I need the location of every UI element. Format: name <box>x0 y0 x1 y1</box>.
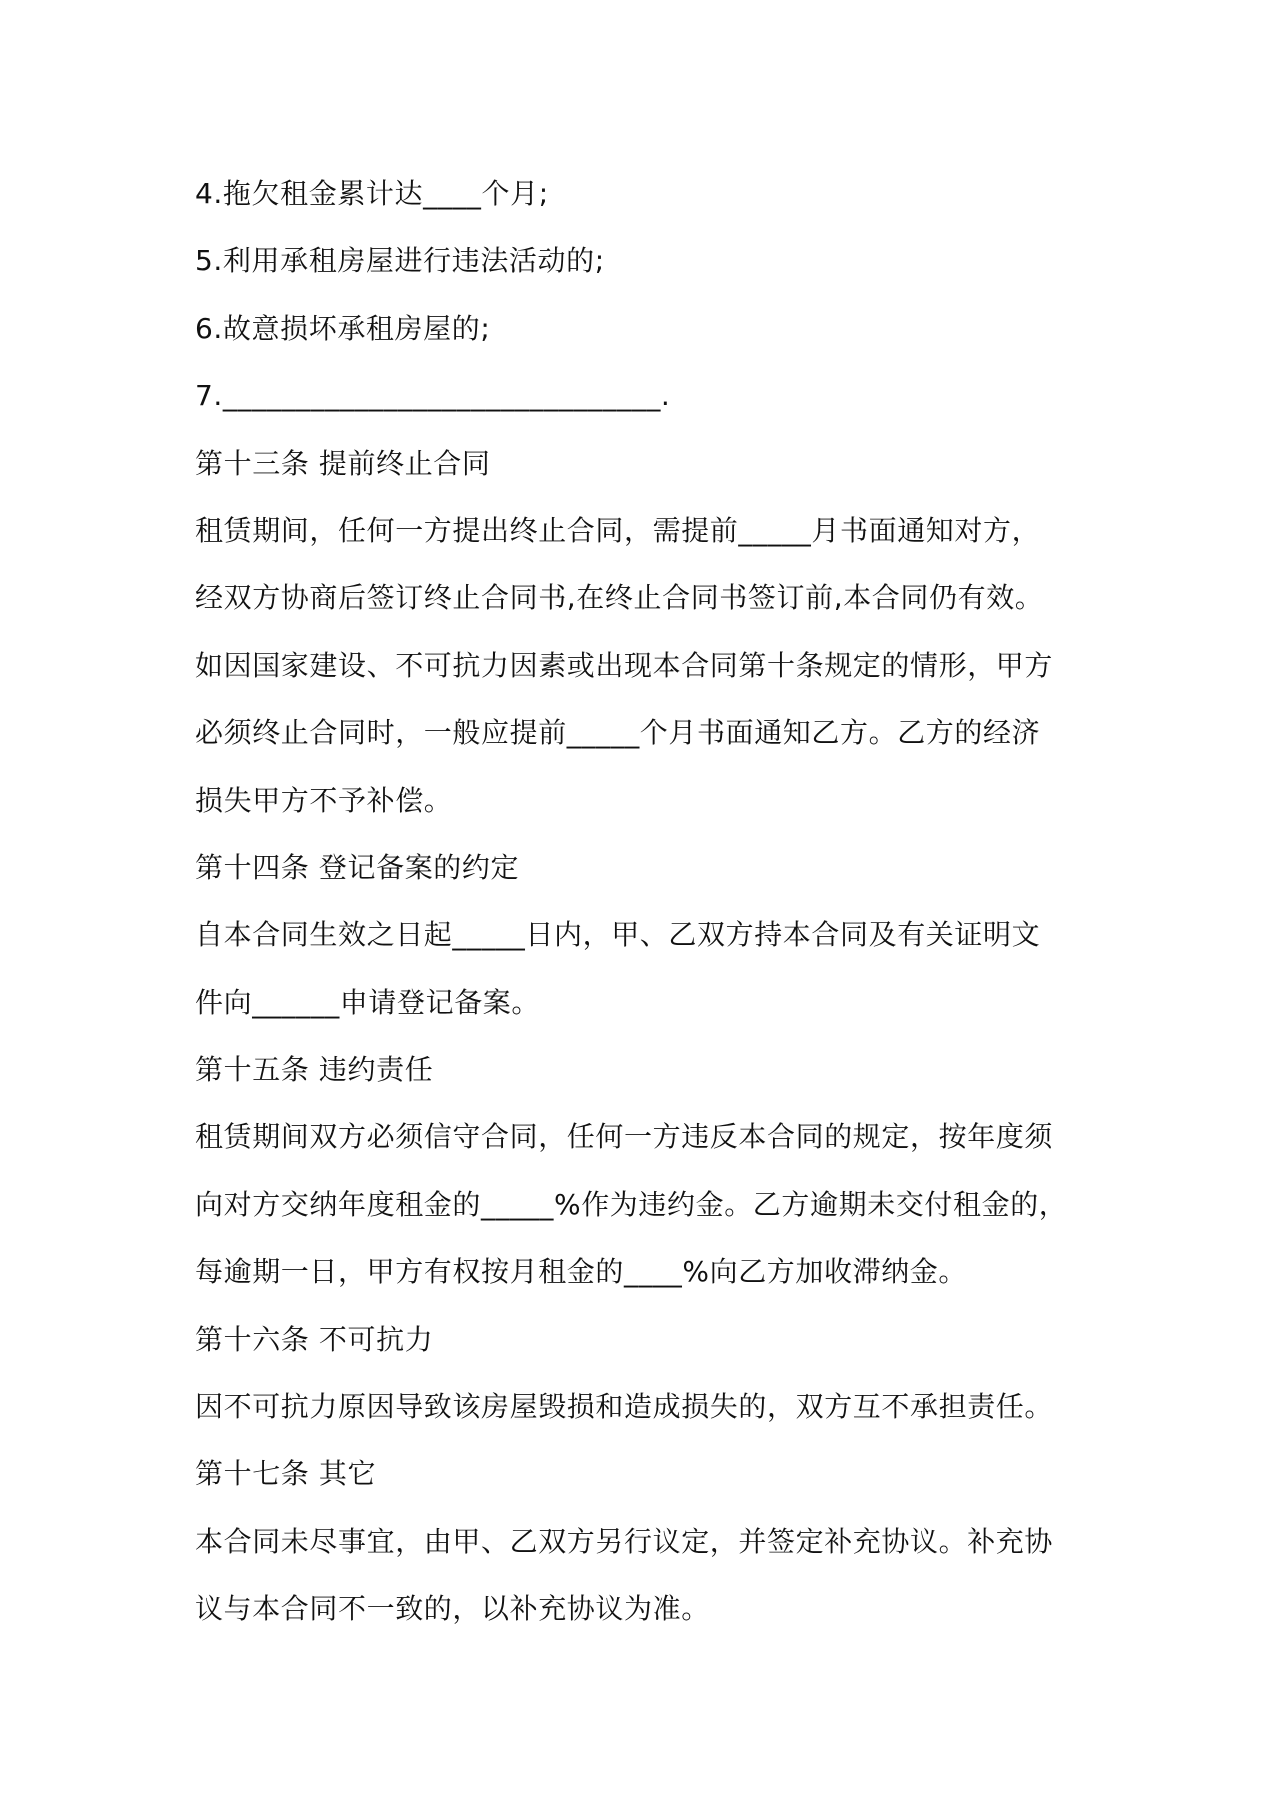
article-16-heading: 第十六条 不可抗力 <box>195 1322 434 1356</box>
article-13-text-line: 租赁期间，任何一方提出终止合同，需提前_____月书面通知对方， <box>195 513 1041 547</box>
clause-item-6: 6.故意损坏承租房屋的; <box>195 311 491 345</box>
article-17-heading: 第十七条 其它 <box>195 1457 377 1491</box>
article-15-text-line: 向对方交纳年度租金的_____%作为违约金。乙方逾期未交付租金的， <box>195 1187 1068 1221</box>
article-15-text-line: 每逾期一日，甲方有权按月租金的____%向乙方加收滞纳金。 <box>195 1255 968 1289</box>
article-14-heading: 第十四条 登记备案的约定 <box>195 850 520 884</box>
article-14-text-line: 自本合同生效之日起_____日内，甲、乙双方持本合同及有关证明文 <box>195 918 1041 952</box>
article-14-text-line: 件向______申请登记备案。 <box>195 985 541 1019</box>
article-13-text-line: 经双方协商后签订终止合同书,在终止合同书签订前,本合同仍有效。 <box>195 581 1044 615</box>
article-13-text-line: 必须终止合同时，一般应提前_____个月书面通知乙方。乙方的经济 <box>195 716 1041 750</box>
article-17-text-line: 议与本合同不一致的，以补充协议为准。 <box>195 1592 710 1626</box>
clause-item-4: 4.拖欠租金累计达____个月; <box>195 177 549 210</box>
article-13-text-line: 损失甲方不予补偿。 <box>195 783 453 817</box>
clause-item-7: 7.______________________________. <box>195 379 671 413</box>
article-13-heading: 第十三条 提前终止合同 <box>195 446 491 480</box>
article-15-text-line: 租赁期间双方必须信守合同，任何一方违反本合同的规定，按年度须 <box>195 1120 1054 1154</box>
article-17-text-line: 本合同未尽事宜，由甲、乙双方另行议定，并签定补充协议。补充协 <box>195 1524 1054 1558</box>
clause-item-5: 5.利用承租房屋进行违法活动的; <box>195 244 605 278</box>
article-13-text-line: 如因国家建设、不可抗力因素或出现本合同第十条规定的情形，甲方 <box>195 648 1054 682</box>
article-15-heading: 第十五条 违约责任 <box>195 1053 434 1087</box>
article-16-text-line: 因不可抗力原因导致该房屋毁损和造成损失的，双方互不承担责任。 <box>195 1390 1054 1424</box>
document-body <box>195 160 1115 1643</box>
